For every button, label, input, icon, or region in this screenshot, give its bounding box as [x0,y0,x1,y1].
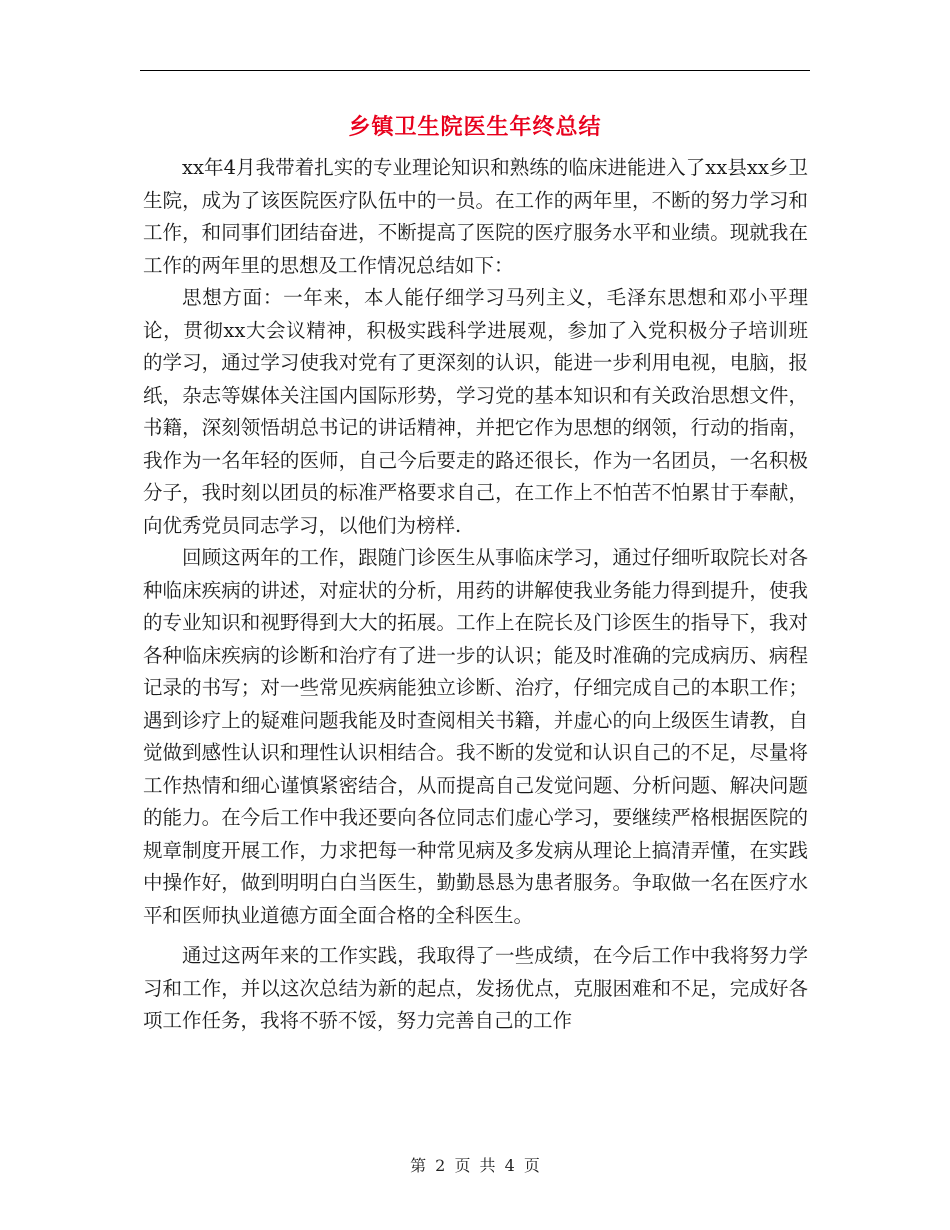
document-body [143,152,808,1038]
document-title: 乡镇卫生院医生年终总结 [348,114,602,140]
paragraph-thought: 思想方面：一年来，本人能仔细学习马列主义，毛泽东思想和邓小平理论，贯彻xx大会议精神，积极实践科学进展观，参加了入党积极分子培训班的学习，通过学习使我对党有了更深刻的认识，能进一步利用电视，电脑，报纸，杂志等媒体关注国内国际形势，学习党的基本知识和有关政治思想文件，书籍，深刻领悟胡总书记的讲话精神，并把它作为思想的纲领，行动的指南，我作为一名年轻的医师，自己今后要走的路还很长，作为一名团员，一名积极分子，我时刻以团员的标准严格要求自己，在工作上不怕苦不怕累甘于奉献，向优秀党员同志学习，以他们为榜样. [143,286,808,537]
page-number-footer: 第 2 页 共 4 页 [410,1156,540,1175]
header-rule [140,70,810,71]
paragraph-conclusion: 通过这两年来的工作实践，我取得了一些成绩，在今后工作中我将努力学习和工作，并以这次总结为新的起点，发扬优点，克服困难和不足，完成好各项工作任务，我将不骄不馁，努力完善自己的工作 [143,944,808,1032]
paragraph-work-review: 回顾这两年的工作，跟随门诊医生从事临床学习，通过仔细听取院长对各种临床疾病的讲述，对症状的分析，用药的讲解使我业务能力得到提升，使我的专业知识和视野得到大大的拓展。工作上在院长及门诊医生的指导下，我对各种临床疾病的诊断和治疗有了进一步的认识；能及时准确的完成病历、病程记录的书写；对一些常见疾病能独立诊断、治疗，仔细完成自己的本职工作；遇到诊疗上的疑难问题我能及时查阅相关书籍，并虚心的向上级医生请教，自觉做到感性认识和理性认识相结合。我不断的发觉和认识自己的不足，尽量将工作热情和细心谨慎紧密结合，从而提高自己发觉问题、分析问题、解决问题的能力。在今后工作中我还要向各位同志们虚心学习，要继续严格根据医院的规章制度开展工作，力求把每一种常见病及多发病从理论上搞清弄懂，在实践中操作好，做到明明白白当医生，勤勤恳恳为患者服务。争取做一名在医疗水平和医师执业道德方面全面合格的全科医生。 [143,546,808,927]
paragraph-intro: xx年4月我带着扎实的专业理论知识和熟练的临床进能进入了xx县xx乡卫生院，成为了该医院医疗队伍中的一员。在工作的两年里，不断的努力学习和工作，和同事们团结奋进，不断提高了医院的医疗服务水平和业绩。现就我在工作的两年里的思想及工作情况总结如下： [143,156,808,277]
